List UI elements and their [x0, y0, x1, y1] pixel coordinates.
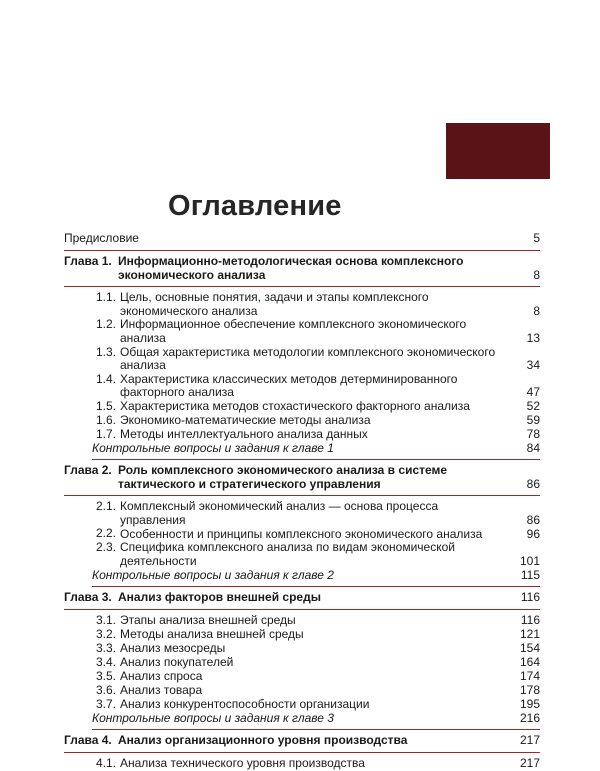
toc-preface-body [64, 232, 540, 246]
toc-chapter-1-dot-leader [510, 268, 518, 280]
toc-section-1-5[interactable] [92, 400, 540, 414]
toc-section-1-4-body [92, 373, 540, 400]
toc-section-3-1-title: Этапы анализа внешней среды [120, 612, 296, 627]
toc-quiz-2-page: 115 [520, 567, 540, 582]
toc-section-2-1-number: 2.1. [95, 499, 116, 514]
toc-section-3-4-number: 3.4. [95, 654, 116, 669]
toc-section-1-7-page: 78 [526, 427, 540, 442]
toc-section-1-7-number: 1.7. [95, 426, 116, 441]
toc-section-3-7-dot-leader [373, 698, 516, 710]
toc-quiz-1-page: 84 [526, 441, 540, 456]
toc-section-3-1-dot-leader [300, 614, 517, 626]
toc-section-1-3-title: Общая характеристика методологии комплексного экономического анализа [120, 344, 496, 373]
toc-section-2-1-title: Комплексный экономический анализ — основа процесса управления [120, 499, 439, 527]
toc-section-1-2[interactable] [92, 318, 540, 345]
toc-section-3-6-dot-leader [206, 684, 516, 696]
toc-quiz-2-dot-leader [338, 569, 517, 581]
toc-preface-title: Предисловие [64, 231, 139, 246]
toc-quiz-3[interactable] [92, 712, 540, 730]
toc-chapter-3-dot-leader [325, 591, 517, 603]
toc-section-3-2-dot-leader [308, 628, 516, 640]
toc-section-3-6-title: Анализ товара [120, 682, 203, 697]
toc-section-3-5-body [92, 670, 540, 684]
toc-section-2-3[interactable] [92, 541, 540, 568]
toc-section-4-1-title: Анализа технического уровня производства [120, 755, 365, 770]
toc-chapter-1-title: Информационно-методологическая основа комплексного экономического анализа [118, 254, 464, 282]
toc-section-3-1[interactable] [92, 614, 540, 628]
toc-chapter-1-body [64, 255, 540, 282]
toc-chapter-4-number: Глава 4. [64, 732, 112, 747]
toc-chapter-2[interactable] [64, 464, 540, 496]
toc-section-1-6-title: Экономико-математические методы анализа [120, 413, 371, 428]
toc-section-1-5-number: 1.5. [95, 398, 116, 413]
toc-section-1-6-page: 59 [526, 413, 540, 428]
toc-section-4-1-page: 217 [519, 755, 540, 770]
toc-section-3-3-body [92, 642, 540, 656]
toc-section-3-4-dot-leader [237, 656, 516, 668]
toc-section-1-2-number: 1.2. [95, 317, 116, 332]
toc-section-1-7[interactable] [92, 428, 540, 442]
toc-section-1-3-number: 1.3. [95, 344, 116, 359]
toc-quiz-2-body [92, 569, 540, 583]
toc-section-1-2-dot-leader [510, 332, 518, 344]
toc-quiz-1[interactable] [92, 442, 540, 460]
toc-section-3-4-page: 164 [519, 654, 540, 669]
toc-section-1-1-page: 8 [533, 303, 540, 318]
toc-section-1-2-title: Информационное обеспечение комплексного экономического анализа [120, 317, 467, 345]
toc-section-3-5-number: 3.5. [95, 668, 116, 683]
toc-section-3-1-body [92, 614, 540, 628]
toc-section-3-6-number: 3.6. [95, 682, 116, 697]
toc-quiz-3-dot-leader [338, 712, 516, 724]
toc-section-3-7-number: 3.7. [95, 696, 116, 711]
toc-section-1-2-body [92, 318, 540, 345]
toc-section-1-7-body [92, 428, 540, 442]
toc-quiz-1-body [92, 442, 540, 456]
toc-section-2-3-title: Специфика комплексного анализа по видам экономической деятельности [120, 540, 455, 568]
toc-section-2-1[interactable] [92, 500, 540, 527]
toc-section-1-7-title: Методы интеллектуального анализа данных [120, 427, 368, 442]
toc-section-3-6-page: 178 [519, 682, 540, 697]
toc-section-1-6-number: 1.6. [95, 412, 116, 427]
toc-section-2-1-dot-leader [510, 513, 518, 525]
toc-chapter-2-dot-leader [510, 477, 518, 489]
toc-chapter-1-page: 8 [533, 267, 540, 282]
toc-section-3-2-body [92, 628, 540, 642]
toc-section-3-1-page: 116 [520, 612, 540, 627]
toc-section-3-3-title: Анализ мезосреды [120, 640, 226, 655]
toc-section-3-7-body [92, 698, 540, 712]
toc-section-3-2-number: 3.2. [95, 626, 116, 641]
toc-quiz-3-title: Контрольные вопросы и задания к главе 3 [92, 710, 334, 725]
toc-chapter-3-number: Глава 3. [64, 589, 112, 604]
toc-section-1-6-body [92, 414, 540, 428]
toc-section-1-1[interactable] [92, 291, 540, 318]
toc-section-1-1-dot-leader [510, 304, 518, 316]
toc-chapter-3-body [64, 591, 540, 605]
toc-section-2-2-body [92, 527, 540, 541]
toc-section-3-7[interactable] [92, 698, 540, 712]
toc-section-2-3-dot-leader [508, 555, 516, 567]
toc-section-1-3[interactable] [92, 346, 540, 373]
decorative-block [446, 123, 550, 179]
toc-section-2-2-number: 2.2. [95, 526, 116, 541]
toc-section-3-7-title: Анализ конкурентоспособности организации [120, 696, 370, 711]
toc-section-2-2-title: Особенности и принципы комплексного экономического анализа [120, 526, 483, 541]
toc-quiz-2[interactable] [92, 569, 540, 587]
toc-section-1-4[interactable] [92, 373, 540, 400]
toc-section-3-5-dot-leader [206, 670, 516, 682]
toc-section-3-5-title: Анализ спроса [120, 668, 203, 683]
toc-section-4-1-number: 4.1. [95, 755, 116, 770]
page-title: Оглавление [168, 190, 342, 222]
toc-chapter-2-page: 86 [526, 476, 540, 491]
toc-section-1-4-page: 47 [526, 385, 540, 400]
toc-section-1-5-page: 52 [526, 399, 540, 414]
toc-section-1-3-dot-leader [510, 359, 518, 371]
toc-section-1-3-body [92, 346, 540, 373]
toc-section-1-1-body [92, 291, 540, 318]
toc-section-1-6[interactable] [92, 414, 540, 428]
toc-section-4-1[interactable] [92, 757, 540, 771]
toc-section-3-4-title: Анализ покупателей [120, 654, 234, 669]
toc-section-1-5-body [92, 400, 540, 414]
toc-section-2-3-body [92, 541, 540, 568]
toc-chapter-4-body [64, 734, 540, 748]
toc-section-3-3[interactable] [92, 642, 540, 656]
toc-section-2-3-page: 101 [519, 553, 540, 568]
toc-chapter-4-dot-leader [411, 734, 516, 746]
toc-section-1-3-page: 34 [526, 358, 540, 373]
toc-section-1-4-dot-leader [510, 386, 518, 398]
toc-section-2-1-body [92, 500, 540, 527]
toc-section-3-3-page: 154 [519, 640, 540, 655]
toc-chapter-2-body [64, 464, 540, 491]
toc-section-4-1-dot-leader [369, 757, 516, 769]
toc-section-3-3-number: 3.3. [95, 640, 116, 655]
toc-quiz-1-title: Контрольные вопросы и задания к главе 1 [92, 441, 334, 456]
toc-section-2-1-page: 86 [526, 512, 540, 527]
toc-chapter-4-page: 217 [519, 732, 540, 747]
toc-section-3-6-body [92, 684, 540, 698]
toc-section-3-4-body [92, 656, 540, 670]
toc-section-1-1-title: Цель, основные понятия, задачи и этапы комплексного экономического анализа [120, 290, 429, 318]
toc-section-1-5-dot-leader [474, 400, 518, 412]
toc-section-1-2-page: 13 [526, 330, 540, 345]
toc-section-2-2-dot-leader [486, 527, 518, 539]
toc-quiz-3-page: 216 [519, 710, 540, 725]
toc-section-2-3-number: 2.3. [95, 540, 116, 555]
toc-section-1-1-number: 1.1. [95, 290, 116, 305]
toc-quiz-1-dot-leader [338, 442, 518, 454]
toc-preface-page: 5 [533, 231, 540, 246]
toc-chapter-2-title: Роль комплексного экономического анализа в системе тактического и стратегического управления [118, 462, 448, 491]
toc-section-3-7-page: 195 [519, 696, 540, 711]
toc-section-3-6[interactable] [92, 684, 540, 698]
toc-section-3-2-page: 121 [519, 626, 540, 641]
toc-chapter-4-title: Анализ организационного уровня производства [118, 732, 408, 747]
toc-section-3-5-page: 174 [519, 668, 540, 683]
table-of-contents [64, 232, 540, 771]
toc-section-3-2-title: Методы анализа внешней среды [120, 626, 304, 641]
toc-chapter-1-number: Глава 1. [64, 254, 112, 268]
toc-section-3-2[interactable] [92, 628, 540, 642]
toc-section-1-5-title: Характеристика методов стохастического факторного анализа [120, 399, 470, 414]
toc-chapter-3-title: Анализ факторов внешней среды [118, 589, 321, 604]
toc-section-1-4-title: Характеристика классических методов детерминированного факторного анализа [120, 371, 458, 400]
toc-section-2-2[interactable] [92, 527, 540, 541]
toc-section-4-1-body [92, 757, 540, 771]
toc-quiz-2-title: Контрольные вопросы и задания к главе 2 [92, 567, 334, 582]
toc-section-1-6-dot-leader [375, 414, 518, 426]
toc-section-3-3-dot-leader [229, 642, 516, 654]
toc-chapter-3-page: 116 [520, 589, 540, 604]
toc-chapter-3[interactable] [64, 591, 540, 610]
toc-section-3-1-number: 3.1. [95, 612, 116, 627]
toc-section-3-4[interactable] [92, 656, 540, 670]
toc-quiz-3-body [92, 712, 540, 726]
toc-preface-dot-leader [143, 232, 518, 244]
toc-chapter-1[interactable] [64, 255, 540, 287]
toc-preface[interactable] [64, 232, 540, 251]
toc-section-1-7-dot-leader [372, 428, 518, 440]
toc-section-2-2-page: 96 [526, 526, 540, 541]
toc-chapter-2-number: Глава 2. [64, 462, 112, 477]
toc-section-3-5[interactable] [92, 670, 540, 684]
toc-section-1-4-number: 1.4. [95, 371, 116, 386]
